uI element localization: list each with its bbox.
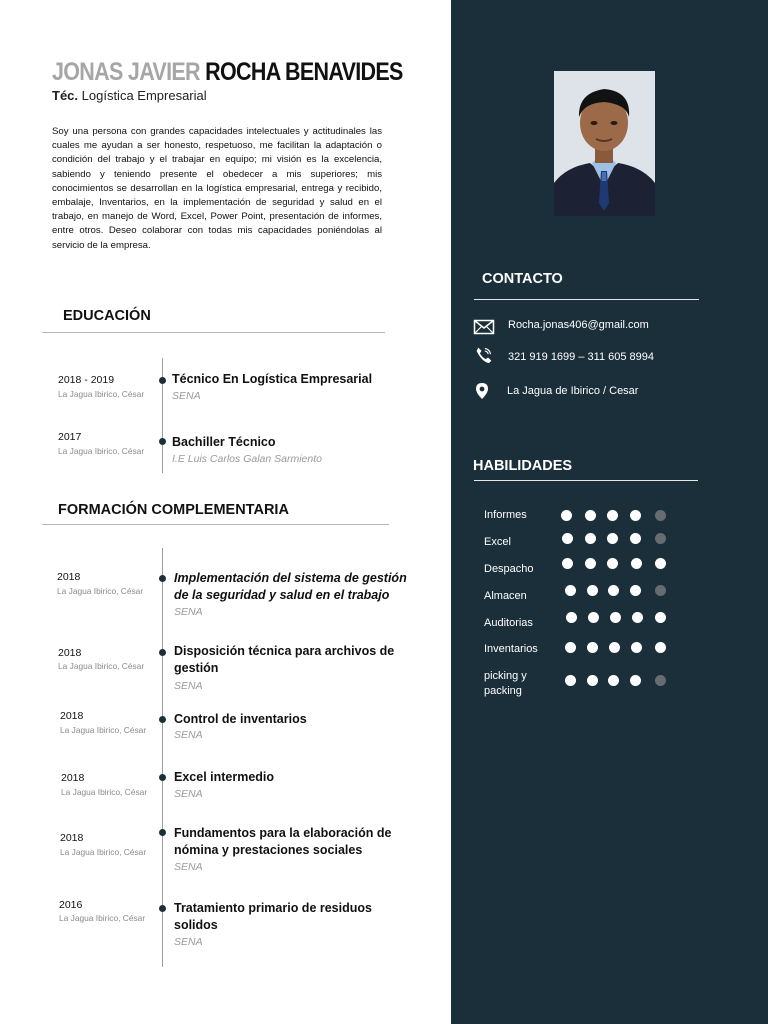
item-year: 2018 - 2019 (58, 374, 115, 386)
item-place: La Jagua Ibirico, César (61, 787, 148, 797)
education-timeline (162, 358, 163, 473)
item-title: Fundamentos para la elaboración de nómina y prestaciones sociales (174, 826, 392, 857)
item-title: Implementación del sistema de gestión de la seguridad y salud en el trabajo (174, 571, 407, 602)
skill-dot-filled (631, 558, 642, 569)
skill-label: Excel (484, 536, 511, 548)
item-institution: SENA (174, 729, 203, 741)
skill-dot-filled (607, 558, 618, 569)
training-heading: FORMACIÓN COMPLEMENTARIA (58, 502, 289, 518)
item-institution: SENA (174, 861, 203, 873)
skill-dot-empty (655, 585, 666, 596)
skill-dot-filled (655, 558, 666, 569)
item-place: La Jagua Ibirico, César (58, 389, 145, 399)
first-name: JONAS JAVIER (52, 58, 200, 86)
item-title: Control de inventarios (174, 712, 307, 726)
item-place: La Jagua Ibirico, César (60, 725, 147, 735)
skill-label: Inventarios (484, 643, 538, 655)
envelope-icon (473, 318, 495, 336)
skill-dot-filled (585, 533, 596, 544)
item-year: 2017 (58, 431, 82, 443)
timeline-dot (159, 438, 166, 445)
skill-dot-filled (561, 510, 572, 521)
education-divider (42, 332, 385, 333)
contact-heading: CONTACTO (482, 271, 563, 287)
skill-dot-filled (608, 585, 619, 596)
item-institution: I.E Luis Carlos Galan Sarmiento (172, 453, 322, 465)
item-title: Bachiller Técnico (172, 435, 276, 449)
skill-dot-filled (585, 558, 596, 569)
timeline-dot (159, 649, 166, 656)
location-text: La Jagua de Ibirico / Cesar (507, 385, 639, 397)
skill-dot-filled (630, 675, 641, 686)
skill-dot-filled (631, 642, 642, 653)
job-title-text: Logística Empresarial (81, 88, 207, 103)
item-place: La Jagua Ibirico, César (60, 847, 147, 857)
item-place: La Jagua Ibirico, César (57, 586, 144, 596)
map-pin-icon (473, 382, 491, 400)
contact-divider (474, 299, 699, 300)
item-year: 2018 (58, 647, 82, 659)
timeline-dot (159, 774, 166, 781)
skill-dot-filled (587, 642, 598, 653)
skill-dot-filled (655, 612, 666, 623)
education-heading: EDUCACIÓN (63, 308, 151, 324)
skill-dot-filled (587, 675, 598, 686)
skill-dot-empty (655, 533, 666, 544)
skill-dot-filled (609, 642, 620, 653)
timeline-dot (159, 716, 166, 723)
skill-dot-filled (632, 612, 643, 623)
item-year: 2018 (60, 710, 84, 722)
timeline-dot (159, 829, 166, 836)
item-place: La Jagua Ibirico, César (58, 661, 145, 671)
last-name: ROCHA BENAVIDES (205, 58, 403, 86)
item-title: Disposición técnica para archivos de gestión (174, 644, 395, 675)
skill-dot-filled (655, 642, 666, 653)
skill-label: Despacho (484, 563, 534, 575)
portrait-illustration (554, 71, 655, 216)
item-title: Técnico En Logística Empresarial (172, 372, 373, 386)
job-title (52, 88, 207, 103)
skills-divider (474, 480, 698, 481)
skill-label: Almacen (484, 590, 527, 602)
skill-dot-filled (630, 533, 641, 544)
item-institution: SENA (174, 936, 203, 948)
skill-dot-empty (655, 510, 666, 521)
timeline-dot (159, 575, 166, 582)
item-title: Tratamiento primario de residuos solidos (174, 901, 372, 932)
item-institution: SENA (174, 788, 203, 800)
item-institution: SENA (174, 680, 203, 692)
job-title-prefix: Téc. (52, 88, 79, 103)
email-link[interactable]: Rocha.jonas406@gmail.com (508, 319, 649, 331)
profile-photo (554, 71, 655, 216)
timeline-dot (159, 377, 166, 384)
item-year: 2018 (57, 571, 81, 583)
skill-dot-filled (630, 585, 641, 596)
skill-dot-filled (588, 612, 599, 623)
skill-label: Auditorias (484, 617, 533, 629)
skill-dot-filled (565, 642, 576, 653)
item-institution: SENA (172, 390, 201, 402)
skill-dot-filled (565, 675, 576, 686)
full-name (52, 58, 403, 87)
skill-dot-empty (655, 675, 666, 686)
skill-label: Informes (484, 509, 527, 521)
skills-heading: HABILIDADES (473, 458, 573, 474)
phone-icon (473, 346, 495, 364)
skill-dot-filled (610, 612, 621, 623)
item-institution: SENA (174, 606, 203, 618)
profile-summary: Soy una persona con grandes capacidades intelectuales y actitudinales las cuales me ayudan a ser honesto, respetuoso, me facilitan la adaptación o condición del trabajo y el trabajar en equipo; mi visión es la excelencia, sabiendo y teniendo presente el obedecer a mis superiores; mis conocimientos se desarrollan en la logística empresarial, entrega y recibido, embalaje, Inventarios, en la implementación de seguridad y salud en el trabajo, en manejo de Word, Excel, Power Point, presentación de informes, entre otros. Deseo colaborar con todas mis capacidades poniéndolas al servicio de la empresa. (52, 126, 382, 251)
skill-dot-filled (562, 558, 573, 569)
skill-dot-filled (607, 510, 618, 521)
skill-dot-filled (608, 675, 619, 686)
training-divider (42, 524, 389, 525)
item-year: 2018 (61, 772, 85, 784)
item-place: La Jagua Ibirico, César (58, 446, 145, 456)
skill-label: picking y packing (484, 670, 527, 697)
skill-dot-filled (607, 533, 618, 544)
item-title: Excel intermedio (174, 770, 275, 784)
skill-dot-filled (630, 510, 641, 521)
item-year: 2016 (59, 899, 83, 911)
skill-dot-filled (562, 533, 573, 544)
skill-dot-filled (585, 510, 596, 521)
skill-dot-filled (565, 585, 576, 596)
skill-dot-filled (566, 612, 577, 623)
timeline-dot (159, 905, 166, 912)
item-year: 2018 (60, 832, 84, 844)
phone-numbers: 321 919 1699 – 311 605 8994 (508, 351, 654, 363)
item-place: La Jagua Ibirico, César (59, 913, 146, 923)
skill-dot-filled (587, 585, 598, 596)
